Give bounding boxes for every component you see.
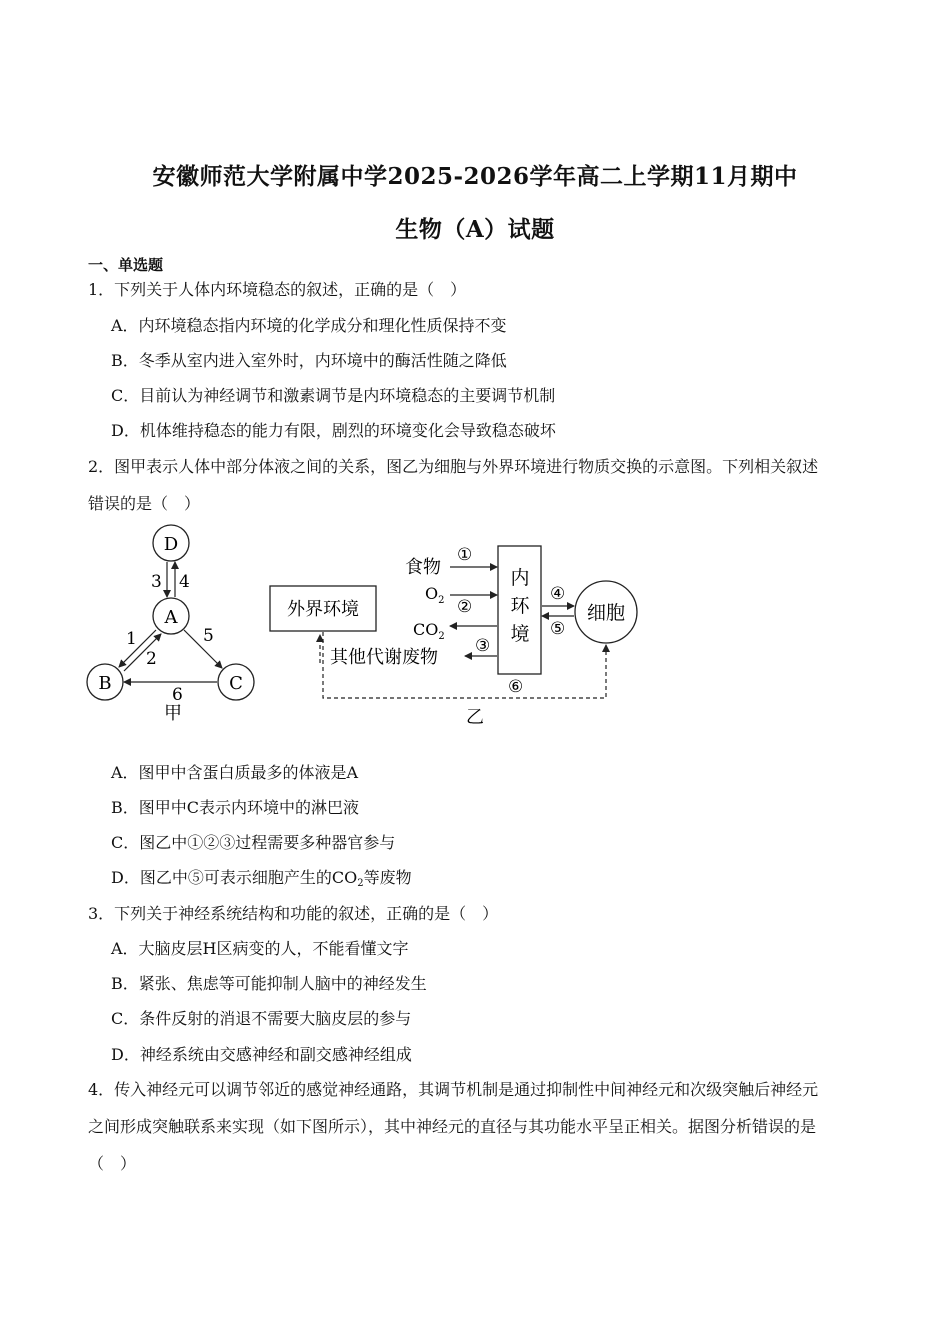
arrow-label-3: 3 <box>151 572 162 592</box>
q2-option-a: A．图甲中含蛋白质最多的体液是A <box>111 763 359 782</box>
q3-option-c: C．条件反射的消退不需要大脑皮层的参与 <box>111 1009 412 1028</box>
figure-jia <box>87 525 254 724</box>
q2-figure <box>80 520 660 730</box>
node-b-label: B <box>98 673 112 694</box>
internal-environment-char2: 环 <box>510 595 530 617</box>
q1-stem: 1．下列关于人体内环境稳态的叙述，正确的是（ ） <box>88 280 467 299</box>
q3-option-d: D．神经系统由交感神经和副交感神经组成 <box>111 1045 412 1064</box>
process-1-label: ① <box>457 545 473 565</box>
node-d-label: D <box>163 534 179 555</box>
q2-option-b: B．图甲中C表示内环境中的淋巴液 <box>111 798 360 817</box>
figure-jia-caption: 甲 <box>164 703 182 724</box>
q1-option-c: C．目前认为神经调节和激素调节是内环境稳态的主要调节机制 <box>111 386 556 405</box>
q3-stem: 3．下列关于神经系统结构和功能的叙述，正确的是（ ） <box>88 904 499 923</box>
q3-option-a: A．大脑皮层H区病变的人，不能看懂文字 <box>111 939 409 958</box>
q1-option-d: D．机体维持稳态的能力有限，剧烈的环境变化会导致稳态破坏 <box>111 421 556 440</box>
q3-option-b: B．紧张、焦虑等可能抑制人脑中的神经发生 <box>111 974 427 993</box>
arrow-label-2: 2 <box>146 649 157 669</box>
q2-stem-line2: 错误的是（ ） <box>88 494 201 513</box>
external-environment-label: 外界环境 <box>287 599 359 620</box>
q4-stem-line1: 4．传入神经元可以调节邻近的感觉神经通路，其调节机制是通过抑制性中间神经元和次级突触后神经元 <box>88 1080 819 1099</box>
q4-stem-line2: 之间形成突触联系来实现（如下图所示），其中神经元的直径与其功能水平呈正相关。据图分析错误的是 <box>88 1117 817 1136</box>
internal-environment-char1: 内 <box>510 567 530 589</box>
figure-yi-caption: 乙 <box>466 707 484 728</box>
q2-option-c: C．图乙中①②③过程需要多种器官参与 <box>111 833 396 852</box>
process-2-label: ② <box>457 597 473 617</box>
document-title-line2: 生物（A）试题 <box>395 216 555 243</box>
process-6-label: ⑥ <box>508 677 524 697</box>
arrow-label-6: 6 <box>172 685 183 705</box>
q2-option-d: D．图乙中⑤可表示细胞产生的$CO_2$等废物 <box>111 868 412 889</box>
node-a-label: A <box>164 607 178 628</box>
node-c-label: C <box>229 673 243 694</box>
co2-label: $CO_2$ <box>413 620 445 642</box>
process-5-label: ⑤ <box>550 619 566 639</box>
internal-environment-char3: 境 <box>510 623 530 645</box>
arrow-label-4: 4 <box>179 572 190 592</box>
section-heading: 一、单选题 <box>88 256 164 274</box>
document-title-line1: 安徽师范大学附属中学2025-2026学年高二上学期11月期中 <box>152 163 798 190</box>
q1-option-b: B．冬季从室内进入室外时，内环境中的酶活性随之降低 <box>111 351 507 370</box>
food-label: 食物 <box>405 557 441 578</box>
o2-label: $O_2$ <box>425 584 445 606</box>
cell-label: 细胞 <box>586 602 626 624</box>
q2-stem-line1: 2．图甲表示人体中部分体液之间的关系，图乙为细胞与外界环境进行物质交换的示意图。下列相关叙述 <box>88 457 819 476</box>
figure-yi <box>270 545 637 728</box>
process-3-label: ③ <box>475 636 491 656</box>
arrow-label-5: 5 <box>203 626 214 646</box>
process-4-label: ④ <box>550 584 566 604</box>
other-waste-label: 其他代谢废物 <box>330 647 438 668</box>
q4-stem-line3: （ ） <box>88 1154 137 1173</box>
arrow-label-1: 1 <box>126 629 137 649</box>
q1-option-a: A．内环境稳态指内环境的化学成分和理化性质保持不变 <box>111 316 507 335</box>
